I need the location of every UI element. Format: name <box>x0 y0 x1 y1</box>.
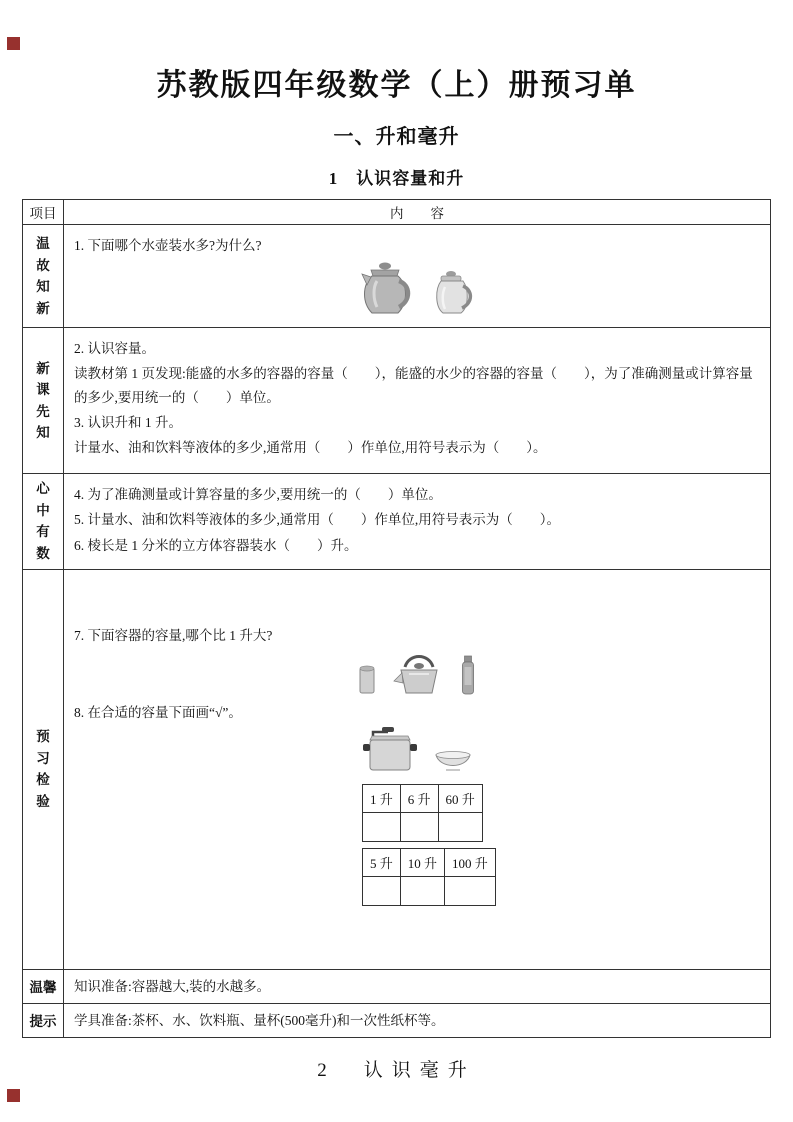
page-title: 苏教版四年级数学（上）册预习单 <box>156 69 637 102</box>
answer-table-1 <box>362 784 483 842</box>
column-header-item: 项目 <box>23 200 64 225</box>
pressure-cooker-image <box>362 726 418 778</box>
table-header-row <box>23 200 771 225</box>
question-1: 1. 下面哪个水壶装水多?为什么? <box>74 238 262 253</box>
question-6: 6. 棱长是 1 分米的立方体容器装水（ ）升。 <box>74 537 358 553</box>
answer-cell-blank <box>438 813 482 842</box>
row-label-tips-bottom: 提示 <box>29 1014 57 1030</box>
page-marker-bottom <box>7 1089 20 1102</box>
kettle-image <box>391 649 445 699</box>
question-5: 5. 计量水、油和饮料等液体的多少,通常用（ ）作单位,用符号表示为（ ）。 <box>74 512 560 528</box>
lesson-heading: 1 认识容量和升 <box>328 169 465 188</box>
answer-cell-blank <box>363 813 401 842</box>
table-row-numbers <box>23 474 771 569</box>
item-3-text: 计量水、油和饮料等液体的多少,通常用（ ）作单位,用符号表示为（ ）。 <box>74 440 547 456</box>
row-label-numbers: 心中有数 <box>36 481 50 561</box>
question-8-images <box>74 726 760 778</box>
answer-table-2-options <box>363 849 496 877</box>
kettle-comparison-images <box>74 261 760 323</box>
bottle-image <box>461 655 475 699</box>
row-label-tips-top: 温馨 <box>29 980 57 996</box>
answer-cell-blank <box>445 877 496 906</box>
answer-cell-blank <box>363 877 401 906</box>
answer-option: 100 升 <box>445 849 496 877</box>
answer-option: 5 升 <box>363 849 401 877</box>
can-image <box>359 665 375 699</box>
row-label-check: 预习检验 <box>36 728 50 809</box>
table-row-preview <box>23 328 771 474</box>
answer-option: 1 升 <box>363 785 401 813</box>
tip-knowledge: 知识准备:容器越大,装的水越多。 <box>74 978 271 994</box>
answer-table-2-blank-row <box>363 877 496 906</box>
answer-table-2 <box>362 848 496 906</box>
worksheet-table <box>22 199 771 1038</box>
answer-table-1-options <box>363 785 483 813</box>
row-label-preview: 新课先知 <box>36 360 50 441</box>
question-4: 4. 为了准确测量或计算容量的多少,要用统一的（ ）单位。 <box>74 487 442 503</box>
answer-cell-blank <box>400 813 438 842</box>
question-7: 7. 下面容器的容量,哪个比 1 升大? <box>74 627 273 643</box>
item-2-heading: 2. 认识容量。 <box>74 341 155 357</box>
bowl-image <box>434 750 472 778</box>
column-header-content: 内 容 <box>64 200 771 225</box>
question-8: 8. 在合适的容量下面画“√”。 <box>74 704 242 720</box>
answer-cell-blank <box>400 877 444 906</box>
row-label-review: 温故知新 <box>36 235 50 316</box>
answer-option: 60 升 <box>438 785 482 813</box>
answer-option: 6 升 <box>400 785 438 813</box>
item-2-text: 读教材第 1 页发现:能盛的水多的容器的容量（ ），能盛的水少的容器的容量（ ），为了准确测量或计算容量的多少,要用统一的（ ）单位。 <box>74 366 753 405</box>
table-row-check <box>23 569 771 969</box>
large-water-jug-image <box>359 261 415 323</box>
table-row-tip-materials <box>23 1003 771 1037</box>
answer-table-1-blank-row <box>363 813 483 842</box>
table-row-tip-knowledge <box>23 969 771 1003</box>
item-3-heading: 3. 认识升和 1 升。 <box>74 414 182 430</box>
table-row-review <box>23 225 771 328</box>
tip-materials: 学具准备:茶杯、水、饮料瓶、量杯(500毫升)和一次性纸杯等。 <box>74 1012 445 1028</box>
answer-option: 10 升 <box>400 849 444 877</box>
page-marker-top <box>7 37 20 50</box>
question-7-images <box>74 649 760 699</box>
next-lesson-heading: 2 认识毫升 <box>317 1060 476 1082</box>
section-heading: 一、升和毫升 <box>333 126 460 148</box>
small-water-pot-image <box>431 269 475 323</box>
